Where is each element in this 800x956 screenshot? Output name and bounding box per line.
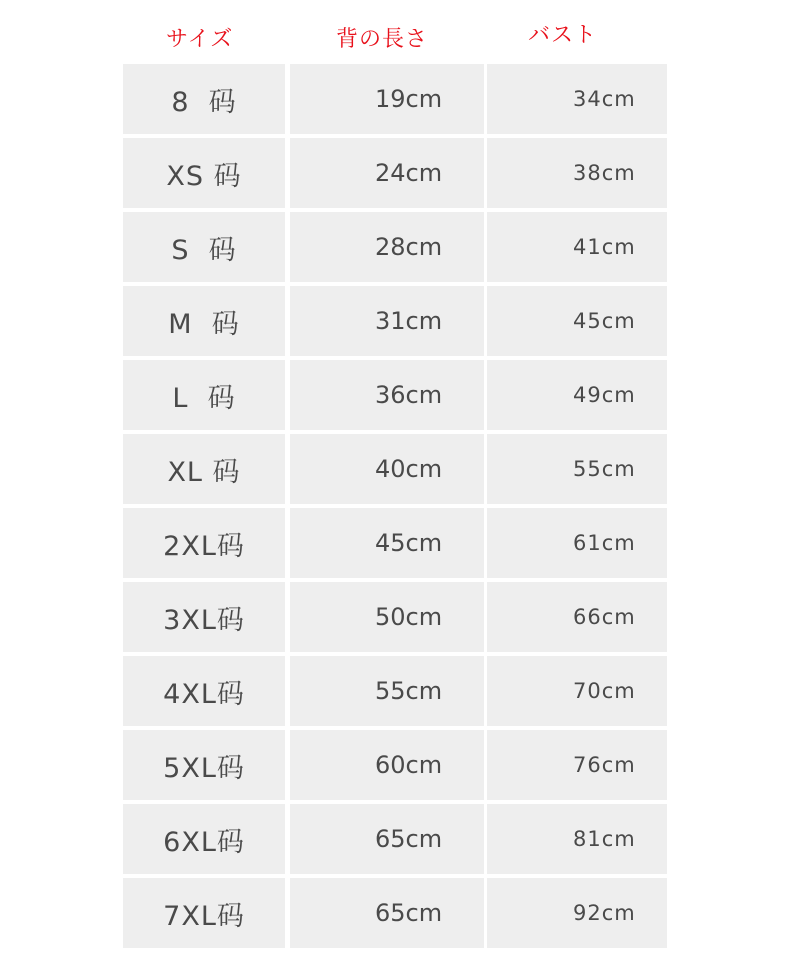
back-length-cell: 19cm bbox=[290, 64, 484, 134]
bust-cell: 76cm bbox=[487, 730, 667, 800]
size-cell: 4XL码 bbox=[123, 656, 285, 726]
bust-cell: 38cm bbox=[487, 138, 667, 208]
bust-cell: 81cm bbox=[487, 804, 667, 874]
size-cell: L 码 bbox=[123, 360, 285, 430]
table-row bbox=[123, 360, 667, 430]
bust-cell: 49cm bbox=[487, 360, 667, 430]
back-length-cell: 60cm bbox=[290, 730, 484, 800]
table-row bbox=[123, 434, 667, 504]
size-cell: 5XL码 bbox=[123, 730, 285, 800]
size-cell: 8 码 bbox=[123, 64, 285, 134]
size-cell: 7XL码 bbox=[123, 878, 285, 948]
bust-cell: 61cm bbox=[487, 508, 667, 578]
header-size: サイズ bbox=[166, 27, 234, 52]
back-length-cell: 65cm bbox=[290, 804, 484, 874]
table-row bbox=[123, 286, 667, 356]
back-length-cell: 45cm bbox=[290, 508, 484, 578]
back-length-cell: 50cm bbox=[290, 582, 484, 652]
table-row bbox=[123, 138, 667, 208]
bust-cell: 41cm bbox=[487, 212, 667, 282]
table-row bbox=[123, 64, 667, 134]
header-bust: バスト bbox=[528, 23, 598, 48]
size-cell: 6XL码 bbox=[123, 804, 285, 874]
table-row bbox=[123, 656, 667, 726]
bust-cell: 34cm bbox=[487, 64, 667, 134]
size-cell: XL 码 bbox=[123, 434, 285, 504]
table-row bbox=[123, 508, 667, 578]
back-length-cell: 28cm bbox=[290, 212, 484, 282]
bust-cell: 45cm bbox=[487, 286, 667, 356]
back-length-cell: 24cm bbox=[290, 138, 484, 208]
table-row bbox=[123, 804, 667, 874]
header-back-length: 背の長さ bbox=[336, 27, 429, 52]
back-length-cell: 31cm bbox=[290, 286, 484, 356]
back-length-cell: 40cm bbox=[290, 434, 484, 504]
back-length-cell: 55cm bbox=[290, 656, 484, 726]
table-row bbox=[123, 878, 667, 948]
table-row bbox=[123, 212, 667, 282]
table-row bbox=[123, 582, 667, 652]
size-cell: XS 码 bbox=[123, 138, 285, 208]
size-cell: S 码 bbox=[123, 212, 285, 282]
bust-cell: 92cm bbox=[487, 878, 667, 948]
table-row bbox=[123, 730, 667, 800]
back-length-cell: 65cm bbox=[290, 878, 484, 948]
size-cell: M 码 bbox=[123, 286, 285, 356]
bust-cell: 55cm bbox=[487, 434, 667, 504]
back-length-cell: 36cm bbox=[290, 360, 484, 430]
bust-cell: 70cm bbox=[487, 656, 667, 726]
bust-cell: 66cm bbox=[487, 582, 667, 652]
size-cell: 3XL码 bbox=[123, 582, 285, 652]
size-cell: 2XL码 bbox=[123, 508, 285, 578]
